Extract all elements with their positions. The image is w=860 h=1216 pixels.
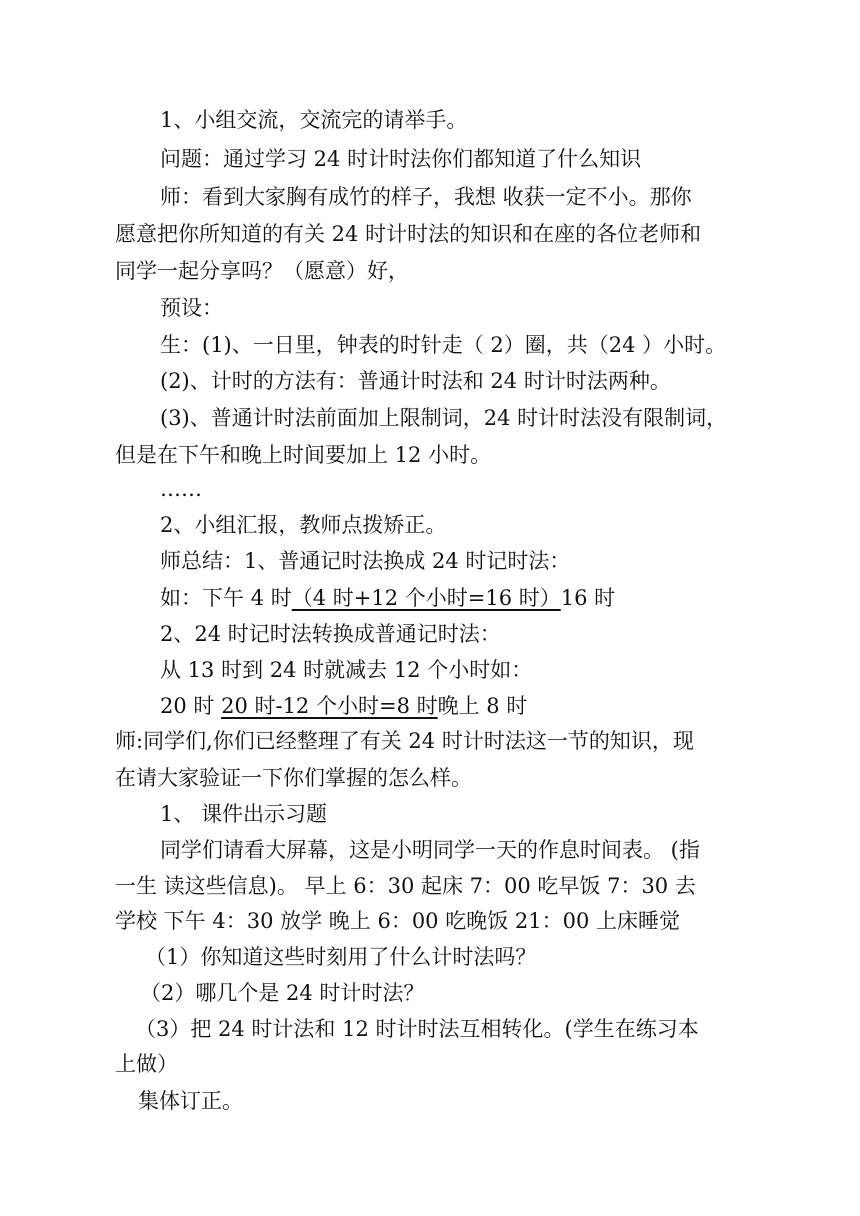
text-line-22: 一生 读这些信息)。 早上 6：30 起床 7：00 吃早饭 7：30 去 [115, 874, 696, 898]
text-line-7: 生：(1)、一日里，钟表的时针走（ 2）圈，共（24 ）小时。 [160, 333, 727, 357]
text-line-18: 师:同学们,你们已经整理了有关 24 时计时法这一节的知识，现 [115, 729, 694, 753]
text-line-10: 但是在下午和晚上时间要加上 12 小时。 [115, 443, 492, 467]
text-line-28: 集体订正。 [138, 1089, 243, 1113]
text-line-8: (2)、计时的方法有：普通计时法和 24 时计时法两种。 [160, 369, 671, 393]
text-line-23: 学校 下午 4：30 放学 晚上 6：00 吃晚饭 21：00 上床睡觉 [115, 909, 681, 933]
text-line-1: 1、小组交流，交流完的请举手。 [160, 108, 468, 132]
text-line-27: 上做） [115, 1052, 178, 1076]
text-line-25: （2）哪几个是 24 时计时法？ [140, 981, 425, 1005]
example-formula: 20 时-12 个小时=8 时 [221, 694, 438, 718]
text-line-20: 1、 课件出示习题 [160, 802, 328, 826]
conversion-formula: （4 时+12 个小时=16 时） [291, 586, 561, 610]
text-line-13: 师总结：1、普通记时法换成 24 时记时法： [160, 549, 571, 573]
text-line-11: …… [160, 477, 202, 501]
text-line-4: 愿意把你所知道的有关 24 时计时法的知识和在座的各位老师和 [115, 222, 702, 246]
conversion-result: 16 时 [560, 586, 616, 610]
text-line-19: 在请大家验证一下你们掌握的怎么样。 [115, 766, 472, 790]
text-line-16: 从 13 时到 24 时就减去 12 个小时如： [160, 658, 533, 682]
text-line-5: 同学一起分享吗？（愿意）好， [115, 259, 409, 283]
text-line-12: 2、小组汇报，教师点拨矫正。 [160, 513, 447, 537]
text-line-17 [160, 692, 527, 720]
text-line-3: 师：看到大家胸有成竹的样子，我想 收获一定不小。那你 [160, 185, 692, 209]
text-line-24: （1）你知道这些时刻用了什么计时法吗？ [145, 945, 537, 969]
example-result: 晚上 8 时 [437, 694, 528, 718]
text-line-9: (3)、普通计时法前面加上限制词，24 时计时法没有限制词， [160, 406, 728, 430]
example-prefix: 20 时 [160, 694, 222, 718]
text-line-26: （3）把 24 时计法和 12 时计时法互相转化。(学生在练习本 [135, 1017, 699, 1041]
text-line-6: 预设： [160, 296, 223, 320]
text-line-14 [160, 584, 615, 612]
text-line-15: 2、24 时记时法转换成普通记时法： [160, 622, 501, 646]
conversion-prefix: 如：下午 4 时 [160, 586, 292, 610]
text-line-2: 问题：通过学习 24 时计时法你们都知道了什么知识 [160, 147, 642, 171]
text-line-21: 同学们请看大屏幕，这是小明同学一天的作息时间表。 (指 [160, 838, 700, 862]
